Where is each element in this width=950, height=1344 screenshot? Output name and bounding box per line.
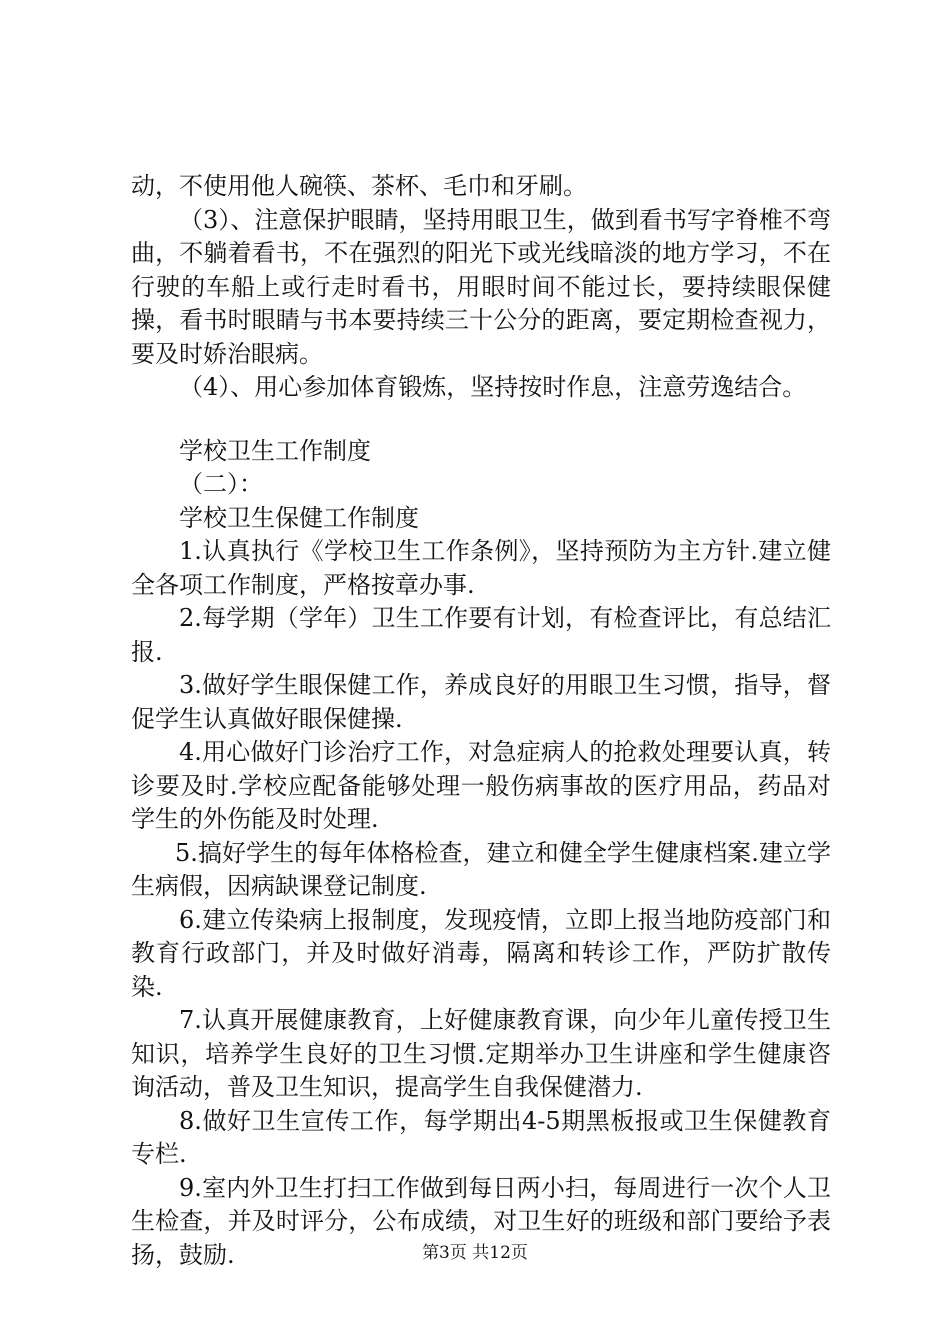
list-item-9: 9.室内外卫生打扫工作做到每日两小扫，每周进行一次个人卫生检查，并及时评分，公布成绩，对卫生好的班级和部门要给予表扬，鼓励. [131, 1173, 831, 1269]
list-item-8: 8.做好卫生宣传工作，每学期出4-5期黑板报或卫生保健教育专栏. [131, 1106, 831, 1168]
section-title: 学校卫生工作制度 [179, 436, 371, 465]
section-heading: 学校卫生保健工作制度 [179, 503, 419, 532]
section-gap [131, 405, 831, 435]
list-item-6: 6.建立传染病上报制度，发现疫情，立即上报当地防疫部门和教育行政部门，并及时做好消毒，隔离和转诊工作，严防扩散传染. [131, 905, 831, 1001]
document-body [131, 170, 831, 1272]
list-item-1: 1.认真执行《学校卫生工作条例》，坚持预防为主方针.建立健全各项工作制度，严格按章办事. [131, 537, 831, 599]
page-number-label: 第3页 共12页 [422, 1243, 528, 1263]
list-item-5: 5.搞好学生的每年体格检查，建立和健全学生健康档案.建立学生病假，因病缺课登记制度. [131, 838, 831, 900]
list-item-4: 4.用心做好门诊治疗工作，对急症病人的抢救处理要认真，转诊要及时.学校应配备能够处理一般伤病事故的医疗用品，药品对学生的外伤能及时处理. [131, 738, 831, 833]
page-footer [0, 1243, 950, 1263]
section-subtitle: （二）： [179, 470, 263, 498]
list-item-2: 2.每学期（学年）卫生工作要有计划，有检查评比，有总结汇报. [131, 604, 831, 666]
paragraph-eye-care: （3）、注意保护眼睛，坚持用眼卫生，做到看书写字脊椎不弯曲，不躺着看书，不在强烈的阳光下或光线暗淡的地方学习，不在行驶的车船上或行走时看书，用眼时间不能过长，要持续眼保健操，看书时眼睛与书本要持续三十公分的距离，要定期检查视力，要及时娇治眼病。 [131, 205, 831, 368]
paragraph-exercise: （4）、用心参加体育锻炼，坚持按时作息，注意劳逸结合。 [179, 373, 807, 401]
paragraph-continuation: 动，不使用他人碗筷、茶杯、毛巾和牙刷。 [131, 172, 587, 200]
list-item-3: 3.做好学生眼保健工作，养成良好的用眼卫生习惯，指导，督促学生认真做好眼保健操. [131, 671, 831, 733]
list-item-7: 7.认真开展健康教育，上好健康教育课，向少年儿童传授卫生知识，培养学生良好的卫生习惯.定期举办卫生讲座和学生健康咨询活动，普及卫生知识，提高学生自我保健潜力. [131, 1006, 831, 1101]
